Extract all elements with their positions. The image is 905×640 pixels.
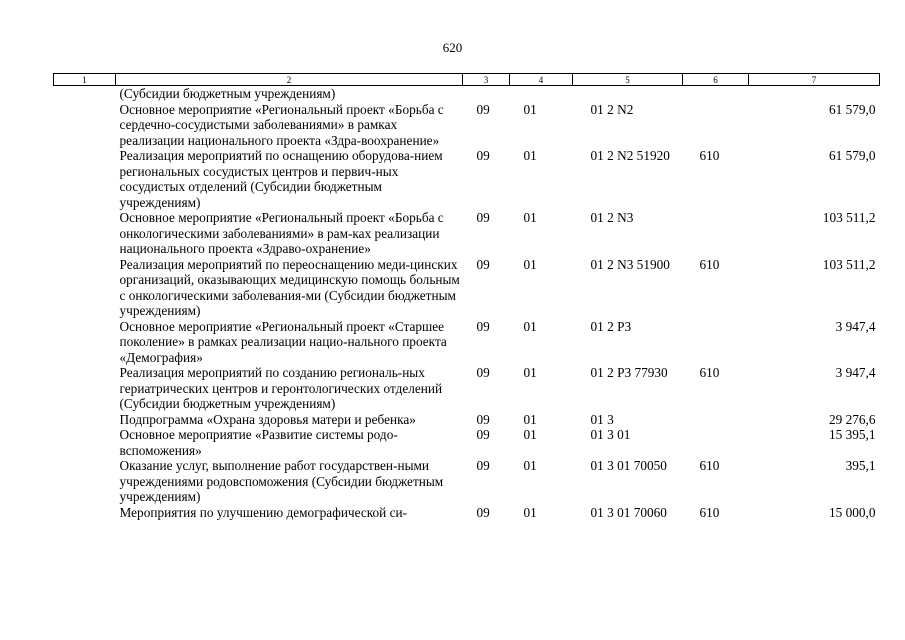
table-row: [54, 412, 880, 428]
row-name-cell: Основное мероприятие «Региональный проект «Старшее поколение» в рамках реализации нацио-нального проекта «Демография»: [119, 318, 447, 365]
row-amount-cell: 3 947,4: [835, 365, 876, 380]
row-section-cell: 09: [476, 458, 490, 473]
row-subsection-cell: 01: [523, 365, 537, 380]
column-header: 3: [463, 74, 510, 86]
row-section-cell: 09: [476, 365, 490, 380]
row-spacer-cell: [54, 210, 116, 257]
row-amount-cell: 61 579,0: [828, 101, 876, 117]
row-expense-type-cell: [683, 412, 749, 428]
row-subsection-cell: 01: [523, 318, 537, 334]
row-section-cell: 09: [476, 101, 490, 117]
budget-table: [53, 73, 880, 520]
column-header: 4: [510, 74, 573, 86]
table-row: [54, 210, 880, 257]
row-target-article-cell: 01 3: [590, 411, 614, 427]
row-subsection-cell: 01: [523, 504, 537, 520]
row-spacer-cell: [54, 505, 116, 521]
row-name-cell: Основное мероприятие «Региональный проект «Борьба с сердечно-сосудистыми заболеваниями» в рамках реализации национального проекта «Здра-воохранение»: [119, 101, 444, 148]
row-subsection-cell: 01: [523, 210, 537, 225]
row-section-cell: 09: [476, 256, 490, 272]
table-row: [54, 148, 880, 210]
row-section-cell: 09: [476, 504, 490, 520]
row-target-article-cell: 01 2 N2: [590, 101, 634, 117]
row-expense-type-cell: [683, 427, 749, 458]
row-expense-type-cell: [683, 319, 749, 366]
row-name-cell: Реализация мероприятий по созданию региональ-ных гериатрических центров и геронтологических отделений (Субсидии бюджетным учреждениям): [119, 365, 443, 411]
row-amount-cell: 29 276,6: [828, 411, 876, 427]
row-amount-cell: 61 579,0: [828, 148, 876, 163]
row-section-cell: 09: [476, 427, 490, 442]
row-amount-cell: 103 511,2: [822, 256, 876, 272]
row-section-cell: 09: [476, 148, 490, 163]
row-spacer-cell: [54, 427, 116, 458]
table-row: [54, 257, 880, 319]
row-amount-cell: 103 511,2: [822, 210, 876, 225]
row-subsection-cell: 01: [523, 458, 537, 473]
row-expense-type-cell: [683, 102, 749, 149]
row-spacer-cell: [54, 148, 116, 210]
row-name-cell: Оказание услуг, выполнение работ государствен-ными учреждениями родовспоможения (Субсидии бюджетным учреждениям): [119, 458, 444, 504]
column-header: 2: [116, 74, 463, 86]
row-name-cell: Основное мероприятие «Региональный проект «Борьба с онкологическими заболеваниями» в рам-ках реализации национального проекта «Здраво-охранение»: [119, 210, 444, 256]
row-target-article-cell: 01 2 P3 77930: [590, 365, 668, 380]
row-target-article-cell: 01 3 01: [590, 427, 631, 442]
row-expense-type-cell: [683, 86, 749, 102]
table-row: [54, 86, 880, 102]
row-spacer-cell: [54, 365, 116, 412]
row-section-cell: [463, 86, 510, 102]
table-row: [54, 458, 880, 505]
column-header-row: [54, 74, 880, 86]
table-row: [54, 427, 880, 458]
row-target-article-cell: 01 3 01 70060: [590, 504, 667, 520]
table-row: [54, 102, 880, 149]
page-number: 620: [442, 40, 463, 55]
row-subsection-cell: 01: [523, 427, 537, 442]
row-subsection-cell: [510, 86, 573, 102]
column-header: 7: [749, 74, 880, 86]
row-spacer-cell: [54, 319, 116, 366]
row-name-cell: Подпрограмма «Охрана здоровья матери и ребенка»: [119, 411, 416, 427]
column-header: 1: [54, 74, 116, 86]
row-expense-type-cell: 610: [699, 365, 720, 380]
row-expense-type-cell: 610: [699, 256, 720, 272]
row-expense-type-cell: [683, 210, 749, 257]
row-amount-cell: 15 000,0: [828, 504, 876, 520]
row-section-cell: 09: [476, 411, 490, 427]
row-amount-cell: 3 947,4: [835, 318, 876, 334]
row-target-article-cell: 01 2 N2 51920: [590, 148, 670, 163]
row-target-article-cell: [573, 86, 683, 102]
row-expense-type-cell: 610: [699, 504, 720, 520]
column-header: 5: [573, 74, 683, 86]
row-amount-cell: [749, 86, 880, 102]
row-section-cell: 09: [476, 318, 490, 334]
row-name-cell: Мероприятия по улучшению демографической си-: [119, 504, 408, 520]
row-subsection-cell: 01: [523, 101, 537, 117]
row-expense-type-cell: 610: [699, 148, 720, 163]
row-spacer-cell: [54, 458, 116, 505]
row-spacer-cell: [54, 257, 116, 319]
row-amount-cell: 395,1: [845, 458, 876, 473]
row-name-cell: (Субсидии бюджетным учреждениям): [119, 86, 336, 101]
column-header: 6: [683, 74, 749, 86]
row-subsection-cell: 01: [523, 256, 537, 272]
row-target-article-cell: 01 2 P3: [590, 318, 632, 334]
table-row: [54, 319, 880, 366]
row-subsection-cell: 01: [523, 148, 537, 163]
row-amount-cell: 15 395,1: [828, 427, 876, 442]
table-row: [54, 505, 880, 521]
row-spacer-cell: [54, 412, 116, 428]
row-subsection-cell: 01: [523, 411, 537, 427]
row-target-article-cell: 01 2 N3: [590, 210, 634, 225]
row-expense-type-cell: 610: [699, 458, 720, 473]
row-spacer-cell: [54, 102, 116, 149]
row-name-cell: Основное мероприятие «Развитие системы родо-вспоможения»: [119, 427, 398, 458]
table-row: [54, 365, 880, 412]
row-spacer-cell: [54, 86, 116, 102]
row-target-article-cell: 01 3 01 70050: [590, 458, 667, 473]
row-section-cell: 09: [476, 210, 490, 225]
row-target-article-cell: 01 2 N3 51900: [590, 256, 670, 272]
row-name-cell: Реализация мероприятий по оснащению оборудова-нием региональных сосудистых центров и первич-ных сосудистых отделений (Субсидии бюджетным учреждениям): [119, 148, 443, 210]
row-name-cell: Реализация мероприятий по переоснащению меди-цинских организаций, оказывающих медицинскую помощь больным с онкологическими заболевания-ми (Субсидии бюджетным учреждениям): [119, 256, 460, 318]
